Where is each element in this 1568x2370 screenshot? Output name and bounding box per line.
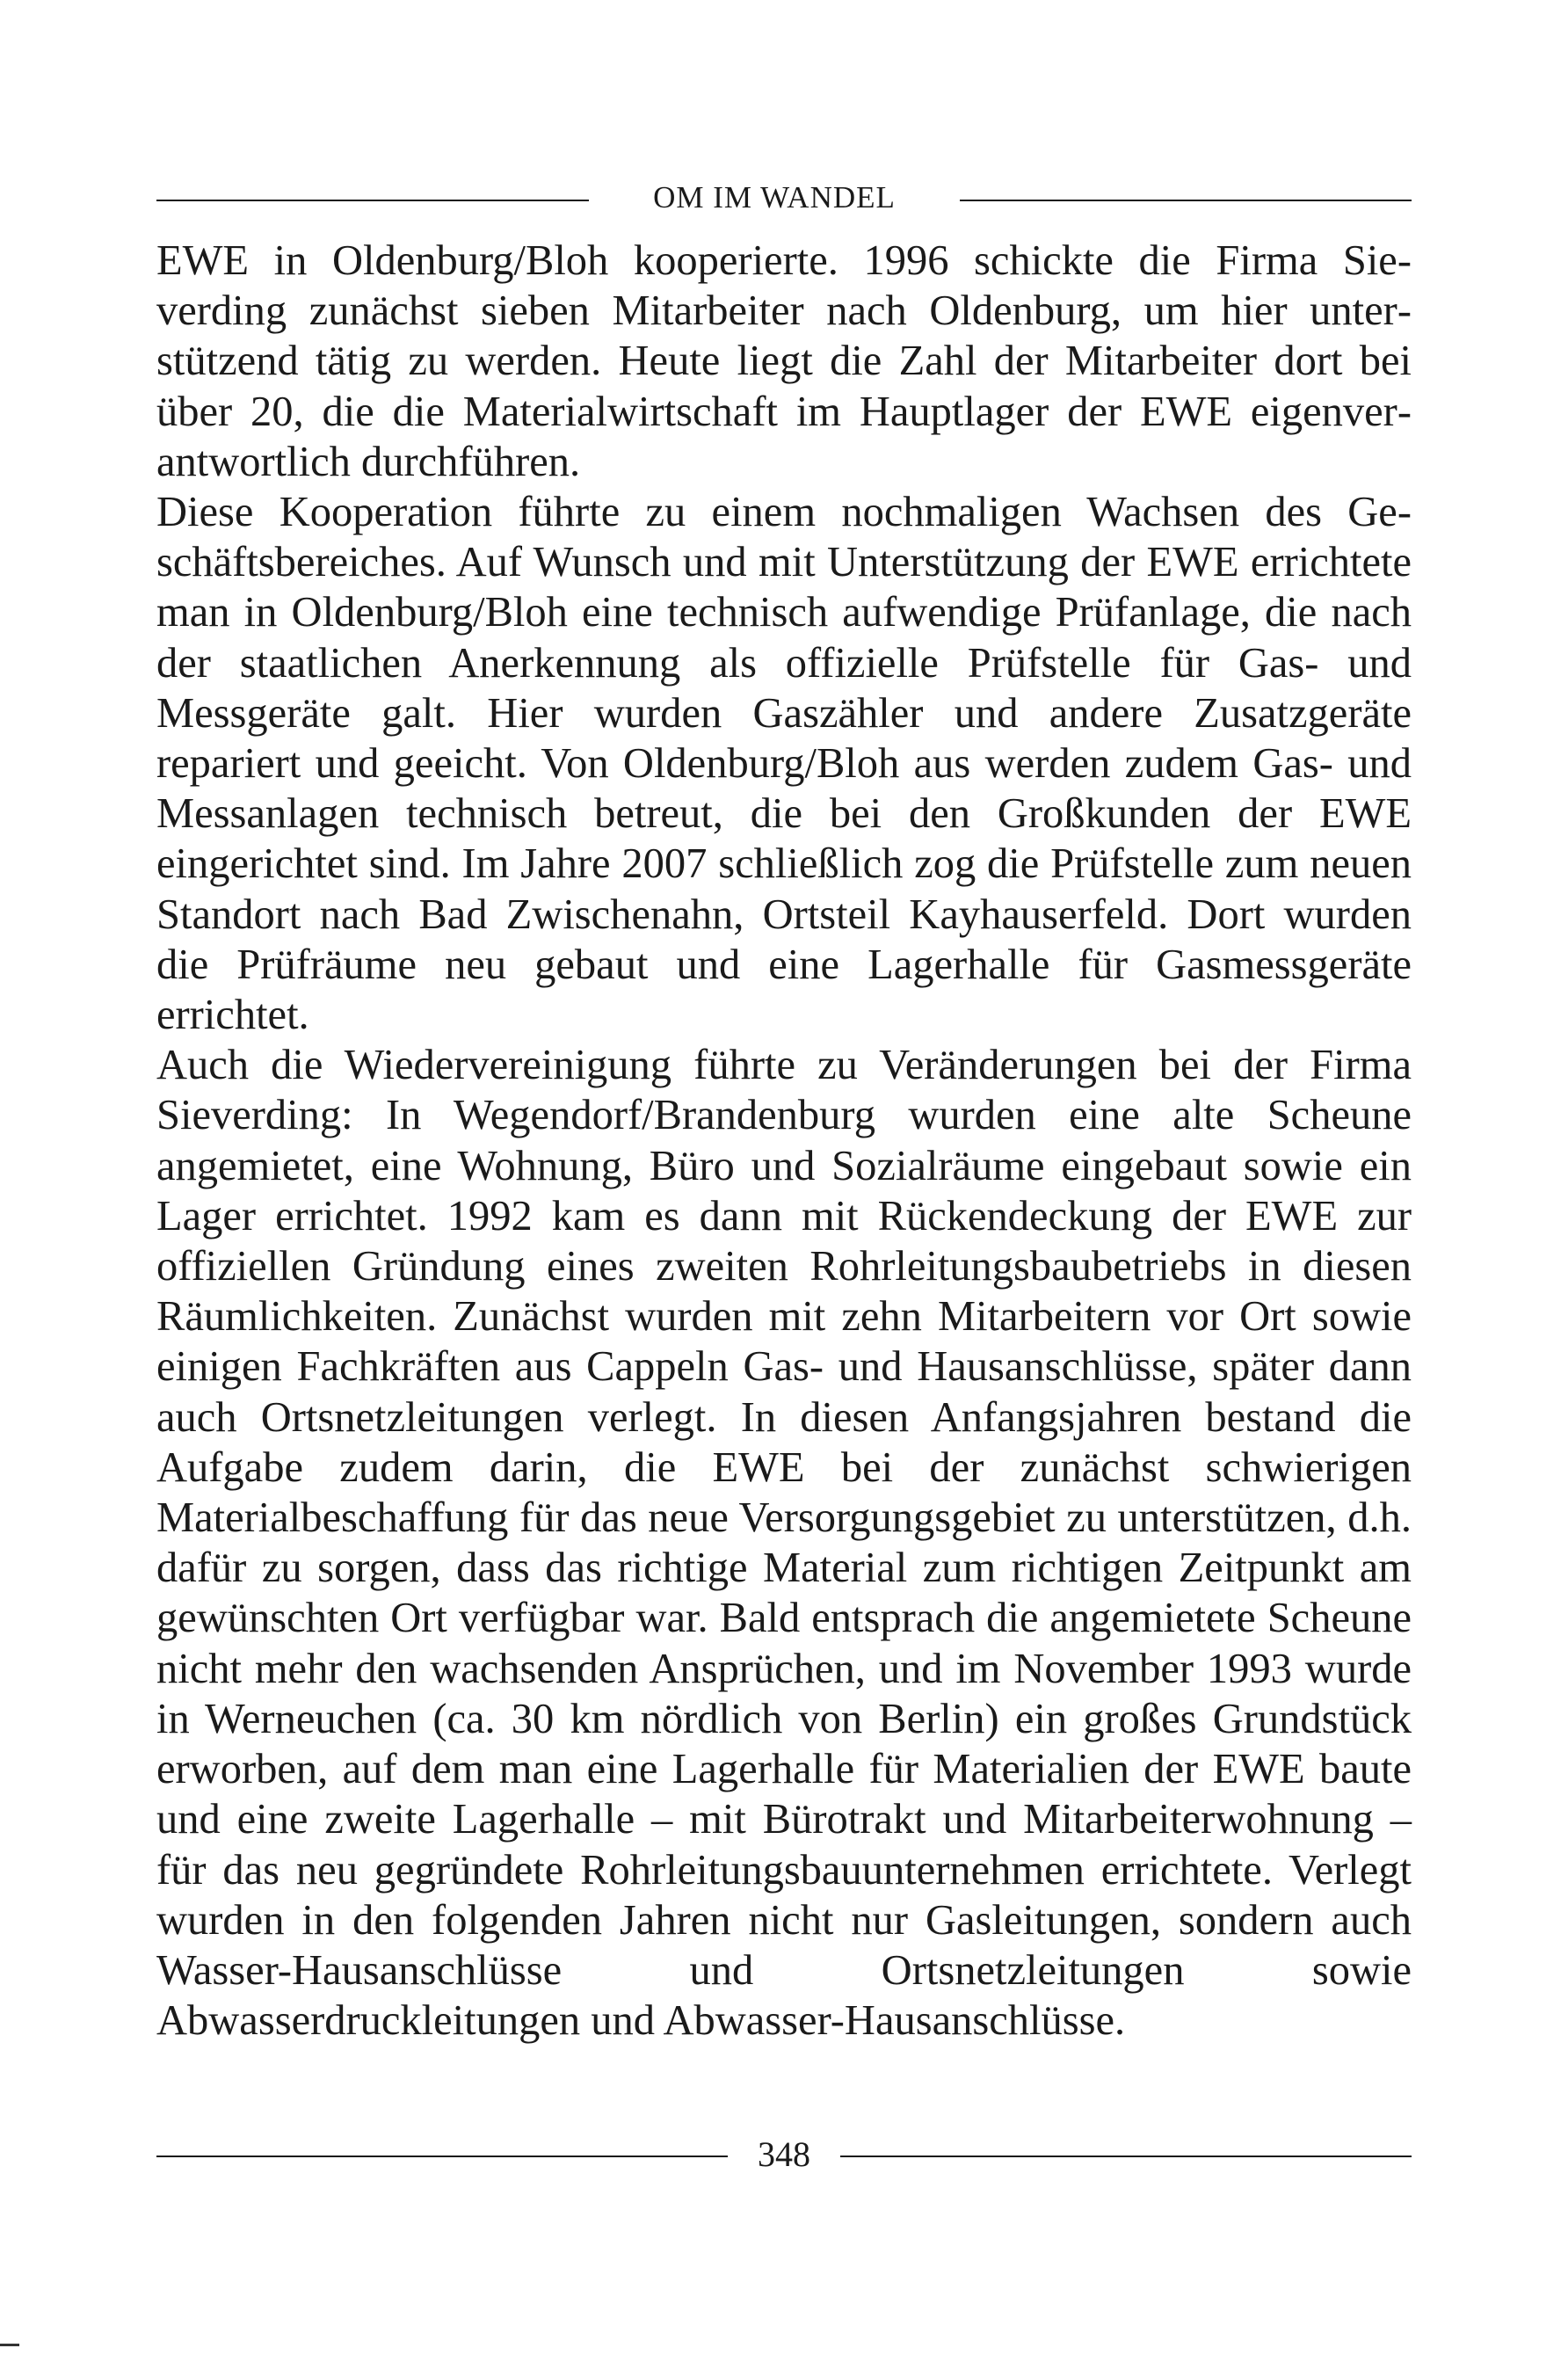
running-header: [156, 180, 1412, 215]
header-rule-right: [960, 200, 1412, 201]
header-rule-left: [156, 200, 589, 201]
footer-rule-left: [156, 2156, 728, 2157]
body-text: [156, 236, 1412, 2046]
scan-corner-mark: [0, 2344, 19, 2346]
paragraph-1: EWE in Oldenburg/Bloh kooperierte. 1996 schickte die Firma Sieverding zunächst sieben Mitarbeiter nach Oldenburg, um hier unterstützend tätig zu werden. Heute liegt die Zahl der Mitarbeiter dort bei über 20, die die Materialwirtschaft im Hauptlager der EWE eigenverantwortlich durchführen.: [156, 237, 1412, 485]
page-number: 348: [758, 2134, 810, 2174]
footer-rule-right: [840, 2156, 1412, 2157]
paragraph-3: Auch die Wiedervereinigung führte zu Veränderungen bei der Firma Sieverding: In Wegendorf/Brandenburg wurden eine alte Scheune angemietet, eine Wohnung, Büro und Sozialräume eingebaut sowie ein Lager errichtet. 1992 kam es dann mit Rückendeckung der EWE zur offiziellen Gründung eines zweiten Rohrleitungsbaubetriebs in diesen Räumlichkeiten. Zunächst wurden mit zehn Mitarbeitern vor Ort sowie einigen Fachkräften aus Cappeln Gas- und Hausanschlüsse, später dann auch Ortsnetzleitungen verlegt. In diesen Anfangsjahren bestand die Aufgabe zudem darin, die EWE bei der zunächst schwierigen Materialbeschaffung für das neue Versorgungsgebiet zu unterstützen, d.h. dafür zu sorgen, dass das richtige Material zum richtigen Zeitpunkt am gewünschten Ort verfügbar war. Bald entsprach die angemietete Scheune nicht mehr den wachsenden Ansprüchen, und im November 1993 wurde in Werneuchen (ca. 30 km nördlich von Berlin) ein großes Grundstück erworben, auf dem man eine Lagerhalle für Materialien der EWE baute und eine zweite Lagerhalle – mit Bürotrakt und Mitarbeiterwohnung – für das neu gegründete Rohrleitungsbauunternehmen errichtete. Verlegt wurden in den folgenden Jahren nicht nur Gasleitungen, sondern auch Wasser-Hausanschlüsse und Ortsnetzleitungen sowie Abwasserdruckleitungen und Abwasser-Hausanschlüsse.: [156, 1042, 1412, 2045]
paragraph-2: Diese Kooperation führte zu einem nochmaligen Wachsen des Geschäftsbereiches. Auf Wunsch und mit Unterstützung der EWE errichtete man in Oldenburg/Bloh eine technisch aufwendige Prüfanlage, die nach der staatlichen Anerkennung als offizielle Prüfstelle für Gas- und Messgeräte galt. Hier wurden Gaszähler und andere Zusatzgeräte repariert und geeicht. Von Oldenburg/Bloh aus werden zudem Gas- und Messanlagen technisch betreut, die bei den Großkunden der EWE eingerichtet sind. Im Jahre 2007 schließlich zog die Prüfstelle zum neuen Standort nach Bad Zwischenahn, Ortsteil Kayhauserfeld. Dort wurden die Prüfräume neu gebaut und eine Lagerhalle für Gasmessgeräte errichtet.: [156, 489, 1412, 1039]
running-title: OM IM WANDEL: [653, 180, 896, 214]
page-footer: [156, 2134, 1412, 2175]
